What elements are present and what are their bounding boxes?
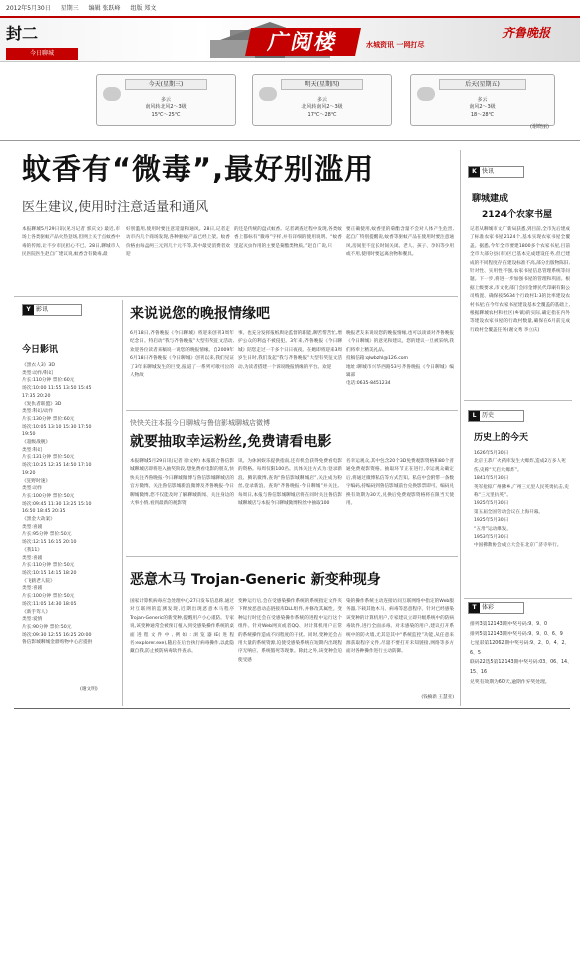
weather-cond: 多云 [316, 97, 327, 103]
city-tab: 今日聊城 [6, 48, 78, 60]
article4-col-1: 国家计算机病毒应急处理中心27日发布信息称,通过对互联网的监测发现,近期出现恶意木马程序Trojan-Generic的新变种,提醒用户小心谨防。专家说,该变种通常会被预订植入到受感染操作系统的桌面进程文件中,例如:浏览器IE(进程名:explorer.exe),随后在后台执行病毒操作,以此隐藏自我,防止被防病毒软件查杀。 [130, 599, 234, 655]
page-section-label: 封二 [6, 24, 39, 43]
newspaper-brand: 齐鲁晚报 [502, 26, 551, 40]
column-logo: 广阅楼 [245, 28, 361, 56]
weather-cond: 多云 [160, 97, 171, 103]
weather-cond: 多云 [477, 97, 488, 103]
weather-tomorrow [252, 74, 392, 126]
lead-col-3: 的还是传统的盘式蚊香。记者调查过程中发现,各类蚊香上都标有“微毒”字样,并有详细的使用说明。“蚊香里起灭虫作用的主要是菊酯类物质。”赵自广说,只 [234, 227, 342, 249]
article4-credit: (钱楠新 王慧亚) [421, 695, 454, 700]
tag-label: 快讯 [482, 168, 495, 175]
quicknews-body: 记者从聊城市文广新局获悉,到目前,全市先后建成了标准农家书屋2124个,基本实现农家书屋全覆盖。据悉,今年全市要建1800多个农家书屋,目前全市大部分县(市)区已基本完成建设任务,但已建成的不同程度存在建设标准不高,部分出版物陈旧,针对性、实用性不强,农家书屋信息管理系统等问题。下一步,将进一步加强书屋的管理和巩固。根据上级要求,市文化部门会同金博民代印刷有限公司购置、确保按5634个行政村1:3的比率建设农村书屋;在今年农家书屋建设基本全覆盖的基础上,根据聊城农村和社区(乡镇)的实际,确定指在内外等建设农家书屋的行政村数量,确保在6月前完成行政村全覆盖任务(谢文秀 李立庆) [470, 227, 570, 333]
history-title: 历史上的今天 [474, 433, 529, 443]
article4-headline: 恶意木马 Trojan-Generic 新变种现身 [130, 572, 381, 588]
weather-wind: 南风转北风2～3级 [145, 104, 187, 111]
article3-kicker: 快快关注本报今日聊城与鲁信影城聊城店微博 [130, 419, 270, 427]
weather-credit: (谢晓丽) [530, 124, 549, 130]
weather-temp: 17℃～28℃ [307, 111, 337, 118]
quicknews-headline-2: 2124个农家书屋 [482, 210, 553, 220]
issue-meta [6, 4, 164, 13]
weather-text [411, 97, 554, 119]
quicknews-headline-1: 聊城建成 [472, 194, 509, 204]
issue-weekday: 星期三 [60, 5, 79, 12]
issue-designer: 组版 郑文 [130, 5, 157, 12]
movie-section-tag [22, 304, 82, 316]
weather-day-after [410, 74, 555, 126]
issue-editor: 编辑 张跃峰 [88, 5, 121, 12]
weather-today [96, 74, 236, 126]
divider [14, 296, 458, 297]
lottery-section-tag [468, 602, 524, 614]
article3-col-2: 讯、为休闲娱乐提供指南,还有机会获得免费看电影的资格。每周仅限100名。具体关注方式为:登录新浪、腾讯微博,查询“鲁信影城聊城店”,关注成为粉丝,登录新浪、查询“齐鲁晚报·今日聊城”并关注。每周日,本报与鲁信影城聊城店将在同时关注鲁信影城聊城店与本报今日聊城微博粉丝中抽取100 [238, 459, 342, 507]
lead-col-2: 好别滥用,使用时要注意适量和通风。28日,记者走访市内几个商场发现,各种驱蚊产品已经上架。蚊香价格由每盒两三元到几十元不等,其中最受消费者欢迎 [126, 227, 230, 258]
movie-listings: 《黑衣人3》3D 类型:动作/科幻 片长:110分钟 票价:60元 场次:10:00 11:55 13:50 15:45 17:35 20:20 《复仇者联盟》3D 类型:科幻/动作 片长:130分钟 票价:60元 场次:10:05 13:10 15:30 17:50 19:50 《超级战舰》 类型:科幻 片长:131分钟 票价:50元 场次:10:25 12:35 14:50 17:10 19:20 《狂野时速》 类型:动作 片长:100分钟 票价:50元 场次:09:45 11:30 13:25 15:10 16:50 18:45 20:35 《黑金大劫案》 类型:喜剧 片长:95分钟 票价:50元 场次:12:15 16:15 20:10 《我11》 类型:喜剧 片长:110分钟 票价:50元 场次:10:15 14:15 18:20 《飞鹤老人院》 类型:喜剧 片长:100分钟 票价:50元 场次:11:05 14:30 18:05 《新手驾人》 类型:爱情 片长:90分钟 票价:50元 场次:09:30 12:55 16:25 20:00 鲁信影城聊城金鼎购物中心店提供 [22, 363, 93, 646]
article2-col-2: 事。也充分发挥报纸舆论监督的职能,聊苦帮苦忙,增护公众的利益不被侵犯。3年来,齐鲁晚报《今日聊城》陪您走过一千多个日日夜夜。在她即将迎来3周岁生日时,我们发起“我与齐鲁晚报”大型有奖征文活动,为读者搭建一个诉说晚报情缘的平台。欢迎 [238, 331, 342, 370]
page-bottom-rule [14, 708, 570, 709]
divider [126, 410, 458, 411]
lead-col-4: 要正确使用,蚊香里的菊酯含量不会对人体产生危害,起自广特别提醒说,蚊香等驱蚊产品在使用时要注意通风,房间里不宜长时间关闭。老人、孩子、孕妇等少用或不用,使用时要远离食物和餐具。 [346, 227, 454, 258]
movie-section-title: 今日影讯 [22, 345, 59, 355]
article2-col-1: 6月18日,齐鲁晚报《今日聊城》将迎来创刊3周年纪念日。特启动“我与齐鲁晚报”大型有奖征文活动,欢迎各位读者来稿说一说您的晚报情缘。自2009年6月18日齐鲁晚报《今日聊城》创刊以来,我们见证了3年来聊城发生的巨变,报道了一系列可歌可泣的人物故 [130, 331, 234, 379]
tag-letter: Y [23, 305, 34, 315]
article4-col-3: 染的操作系统主动连接访问互联网络中指定的Web服务器,下载其他木马、病毒等恶意程序。针对已经感染该变种的计算机用户,专家建议立即升级系统中的防病毒软件,进行全面杀毒。对未感染的用户,建议打开系统中的防火墙,尤其是其中“系统监控”功能,从任意来源获取程序文件,尽量不要打开未知链接,网络等多方面对各种操作进行主动防御。 [346, 599, 454, 655]
weather-temp: 15℃～25℃ [151, 111, 181, 118]
weather-text [253, 97, 391, 119]
lead-subheadline: 医生建议,使用时注意适量和通风 [22, 200, 209, 215]
weather-day: 后天(星期五) [439, 79, 526, 90]
movie-credit: (谢文明) [80, 687, 98, 692]
divider [464, 598, 572, 599]
history-body: 1626年5月30日 北京王恭厂火药库发生大爆炸,造成2万多人死伤,史称“天启大爆炸”。 1841年5月30日 英军抢掠广州佛乡,广州三元里人民英勇抗击,史称“三元里抗英”。 1925年5月30日 第五届全国劳动会议在上海开幕。 1925年5月30日 “五卅”运动爆发。 1953年5月30日 中国佛教协会成立大会在北京广济寺举行。 [474, 451, 569, 549]
weather-wind: 南风2～3级 [469, 104, 496, 111]
issue-date: 2012年5月30日 [6, 5, 51, 12]
tag-letter: T [469, 603, 480, 613]
weather-day: 明天(星期四) [281, 79, 363, 90]
weather-day: 今天(星期三) [125, 79, 207, 90]
tag-letter: K [469, 167, 480, 177]
lottery-results: 排列3第12143期中奖号码:9、9、0 排列5第12143期中奖号码:9、9、0、6、9 七星彩第12062期中奖号码:9、2、0、4、2、6、5 联码22选5第12143期中奖号码:03、06、14、15、16 兑奖有效期为60天,逾期作弃奖处理。 [470, 622, 572, 685]
column-divider [122, 300, 123, 706]
column-slogan: 水城资讯 一网打尽 [366, 41, 425, 49]
lead-col-1: 本报聊城5月29日讯(见习记者 郭庆文) 最近,市场上各类驱蚊产品火热登场,但网上关于点蚊香中毒的传闻,让不少市民担心不已。28日,聊城市人民医院医生赵自广建议说,蚊香含有微毒,最 [22, 227, 120, 258]
column-divider [460, 150, 461, 706]
tag-letter: L [469, 411, 480, 421]
tag-label: 影讯 [36, 306, 49, 313]
history-section-tag [468, 410, 524, 422]
article3-col-1: 本报聊城5月29日讯(记者 徐文婷) 本报联合鲁信影城聊城店即将进入抽奖阶段,想免费看电影的朋友,快快关注齐鲁晚报·今日聊城微博与鲁信影城聊城店的官方微博。关注鲁信影城新浪微博及齐鲁晚报·今日聊城微博,您不仅能及时了解聊城新闻、关注身边的大事小情,看到最新的观影资 [130, 459, 234, 507]
quicknews-section-tag [468, 166, 524, 178]
lead-headline: 蚊香有“微毒”,最好别滥用 [22, 152, 375, 186]
weather-wind: 北风转南风2～3级 [301, 104, 343, 111]
article2-col-3: 晚报老友来说说您的晚报情缘,也可以谈谈对齐鲁晚报《今日聊城》的意见和建议。您的建议一旦被采纳,我们将奉上精美礼品。 投稿信箱:qlwbzhl@126.com 地址:聊城市兴华西路53号齐鲁晚报《今日聊城》编辑部 电话:0635-8451234 [346, 331, 454, 387]
divider [0, 140, 580, 141]
divider [126, 556, 458, 557]
article4-col-2: 变种运行后,会在受感染操作系统的系统指定文件夹下释放恶意动态链接库DLL组件,并修改其属性。变种运行时还会在受感染操作系统的进程中运行这个组件。针对Web网页或者QQ、对计算机用户正常的系统操作造成不同程度的干扰。同时,变种还会占用大量的系统资源,迫使受感染系统在短期内出现程序无响应、系统假死等现象。除此之外,该变种会迫使受感 [238, 599, 342, 663]
weather-temp: 18～28℃ [470, 111, 495, 118]
divider [464, 400, 572, 401]
tag-label: 体彩 [482, 604, 495, 611]
article2-headline: 来说说您的晚报情缘吧 [130, 306, 270, 322]
tag-label: 历史 [482, 412, 495, 419]
article3-col-3: 名幸运观众,其中包含20个3D免费观影资格和80个普通免费观影资格。抽取环节正在进行,幸运观众确定后,将通过微博私信等方式告知。私信中会附带一条数字编码,持编码到鲁信影城前台兑换影票即可。编码兑换有效期为30天,兑换后免费观影资格将在限当天使用。 [346, 459, 454, 507]
weather-text [97, 97, 235, 119]
article3-headline: 就要抽取幸运粉丝,免费请看电影 [130, 434, 332, 450]
